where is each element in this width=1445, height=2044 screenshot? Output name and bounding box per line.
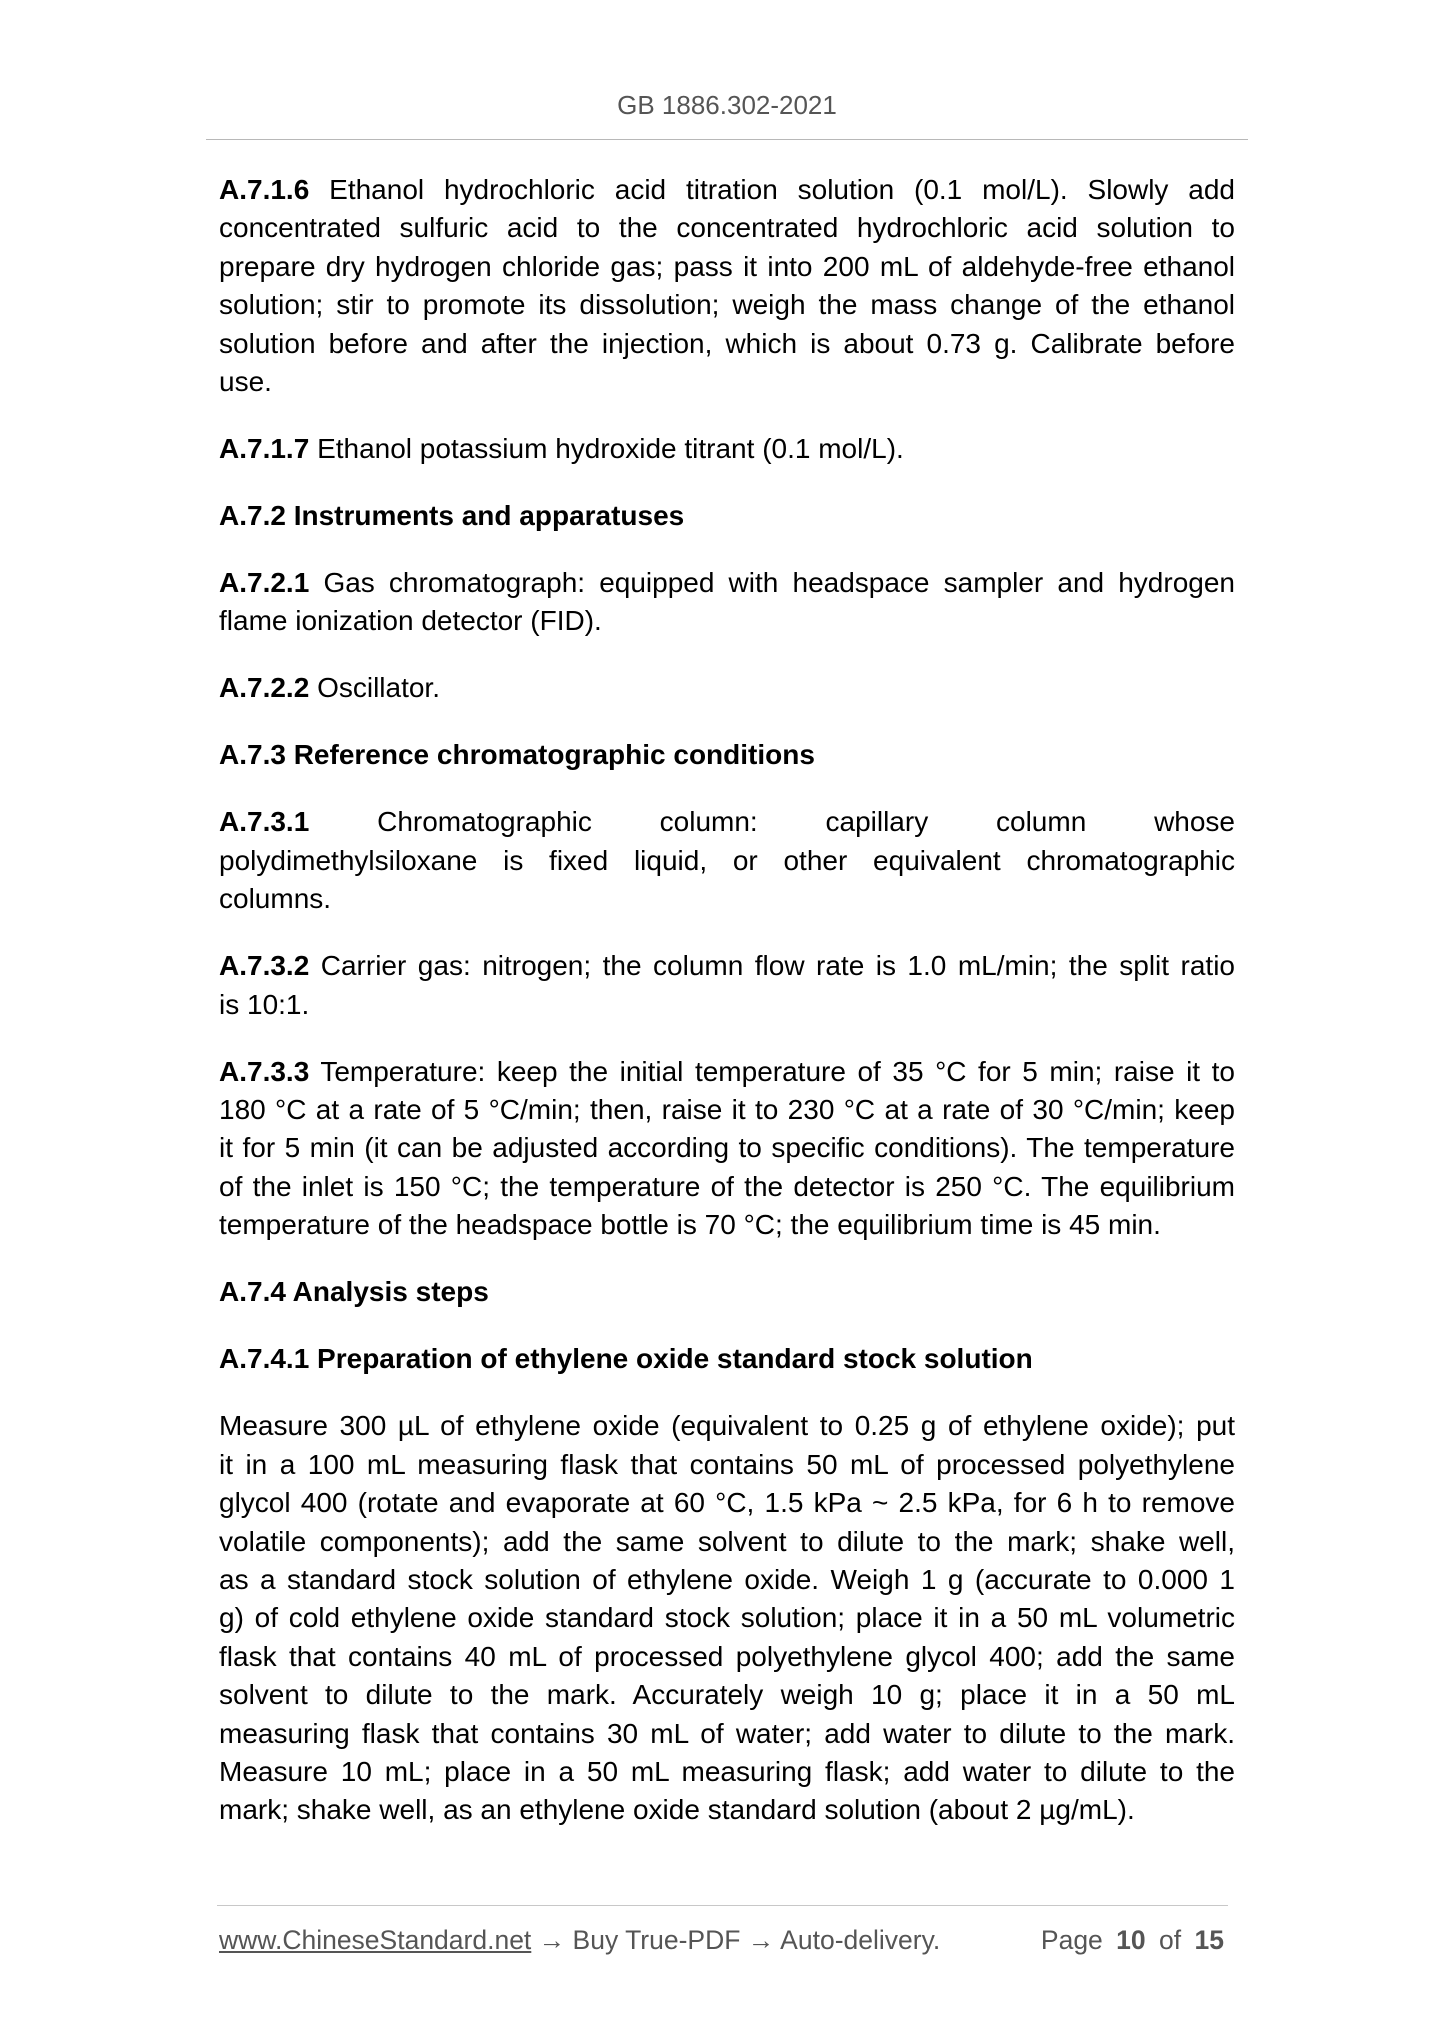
text-line: polydimethylsiloxane is fixed liquid, or other equivalent chromatographic — [219, 844, 1235, 876]
text-line: measuring flask that contains 30 mL of water; add water to dilute to the mark. — [219, 1717, 1235, 1749]
clause-a-7-3-2 — [219, 947, 1235, 1024]
clause-number: A.7.3.3 — [219, 1055, 310, 1087]
clause-a-7-3-3 — [219, 1053, 1235, 1245]
clause-number: A.7.1.7 — [219, 433, 310, 465]
text-line — [219, 430, 1235, 468]
section-heading-a-7-2: A.7.2 Instruments and apparatuses — [219, 500, 685, 532]
line-text: Temperature: keep the initial temperature of 35 °C for 5 min; raise it to — [320, 1055, 1235, 1087]
text-line: temperature of the headspace bottle is 70 °C; the equilibrium time is 45 min. — [219, 1209, 1161, 1241]
text-line — [219, 564, 1235, 602]
current-page-number: 10 — [1116, 1925, 1146, 1955]
text-line: it in a 100 mL measuring flask that contains 50 mL of processed polyethylene — [219, 1448, 1235, 1480]
text-line: solution before and after the injection, which is about 0.73 g. Calibrate before — [219, 327, 1235, 359]
clause-a-7-1-7 — [219, 430, 1235, 468]
text-line: g) of cold ethylene oxide standard stock solution; place it in a 50 mL volumetric — [219, 1602, 1235, 1634]
clause-a-7-1-6 — [219, 171, 1235, 401]
text-line: of the inlet is 150 °C; the temperature of the detector is 250 °C. The equilibrium — [219, 1170, 1235, 1202]
line-text: Ethanol potassium hydroxide titrant (0.1 mol/L). — [317, 433, 904, 465]
clause-number: A.7.2.1 — [219, 567, 310, 599]
clause-a-7-2-2 — [219, 669, 1235, 707]
text-line — [219, 947, 1235, 985]
text-line: flame ionization detector (FID). — [219, 605, 602, 637]
text-line: columns. — [219, 883, 332, 915]
text-line: Measure 300 µL of ethylene oxide (equivalent to 0.25 g of ethylene oxide); put — [219, 1410, 1235, 1442]
text-line: prepare dry hydrogen chloride gas; pass it into 200 mL of aldehyde-free ethanol — [219, 250, 1235, 282]
text-line: solvent to dilute to the mark. Accurately weigh 10 g; place it in a 50 mL — [219, 1679, 1235, 1711]
text-line: flask that contains 40 mL of processed polyethylene glycol 400; add the same — [219, 1640, 1235, 1672]
total-page-count: 15 — [1194, 1925, 1224, 1955]
text-line — [219, 803, 1235, 841]
document-code-header: GB 1886.302-2021 — [617, 90, 837, 120]
promo-text: → Buy True-PDF → Auto-delivery. — [538, 1925, 941, 1955]
line-text: Carrier gas: nitrogen; the column flow rate is 1.0 mL/min; the split ratio — [320, 950, 1236, 982]
clause-number: A.7.3.2 — [219, 950, 310, 982]
line-text: Chromatographic column: capillary column whose — [377, 806, 1236, 838]
section-heading-a-7-4: A.7.4 Analysis steps — [219, 1276, 489, 1308]
line-text: Oscillator. — [317, 672, 440, 704]
paragraph-stock-solution — [219, 1407, 1235, 1829]
text-line — [219, 1053, 1235, 1091]
clause-a-7-2-1 — [219, 564, 1235, 641]
text-line: Measure 10 mL; place in a 50 mL measuring flask; add water to dilute to the — [219, 1755, 1235, 1787]
clause-number: A.7.2.2 — [219, 672, 310, 704]
page-word: Page — [1040, 1925, 1103, 1955]
text-line: solution; stir to promote its dissolution; weigh the mass change of the ethanol — [219, 289, 1235, 321]
text-line — [219, 171, 1235, 209]
header-divider — [206, 139, 1248, 140]
of-word: of — [1159, 1925, 1182, 1955]
footer-promo — [219, 1923, 940, 1957]
page-body — [219, 171, 1235, 1858]
text-line: use. — [219, 366, 272, 398]
clause-number: A.7.1.6 — [219, 174, 310, 205]
text-line: glycol 400 (rotate and evaporate at 60 °C, 1.5 kPa ~ 2.5 kPa, for 6 h to remove — [219, 1487, 1235, 1519]
text-line: mark; shake well, as an ethylene oxide standard solution (about 2 µg/mL). — [219, 1794, 1135, 1826]
site-link[interactable]: www.ChineseStandard.net — [219, 1925, 532, 1955]
text-line: as a standard stock solution of ethylene oxide. Weigh 1 g (accurate to 0.000 1 — [219, 1563, 1235, 1595]
line-text: Ethanol hydrochloric acid titration solution (0.1 mol/L). Slowly add — [329, 174, 1236, 205]
section-heading-a-7-3: A.7.3 Reference chromatographic conditions — [219, 739, 815, 771]
text-line: concentrated sulfuric acid to the concentrated hydrochloric acid solution to — [219, 212, 1235, 244]
text-line: 180 °C at a rate of 5 °C/min; then, raise it to 230 °C at a rate of 30 °C/min; keep — [219, 1094, 1235, 1126]
clause-a-7-3-1 — [219, 803, 1235, 918]
text-line: is 10:1. — [219, 988, 310, 1020]
footer-divider — [217, 1905, 1228, 1906]
text-line — [219, 669, 1235, 707]
text-line: volatile components); add the same solvent to dilute to the mark; shake well, — [219, 1525, 1235, 1557]
text-line: it for 5 min (it can be adjusted according to specific conditions). The temperature — [219, 1132, 1235, 1164]
line-text: Gas chromatograph: equipped with headspace sampler and hydrogen — [323, 567, 1235, 599]
page-indicator — [1041, 1923, 1224, 1957]
section-heading-a-7-4-1: A.7.4.1 Preparation of ethylene oxide standard stock solution — [219, 1343, 1033, 1375]
clause-number: A.7.3.1 — [219, 806, 310, 838]
